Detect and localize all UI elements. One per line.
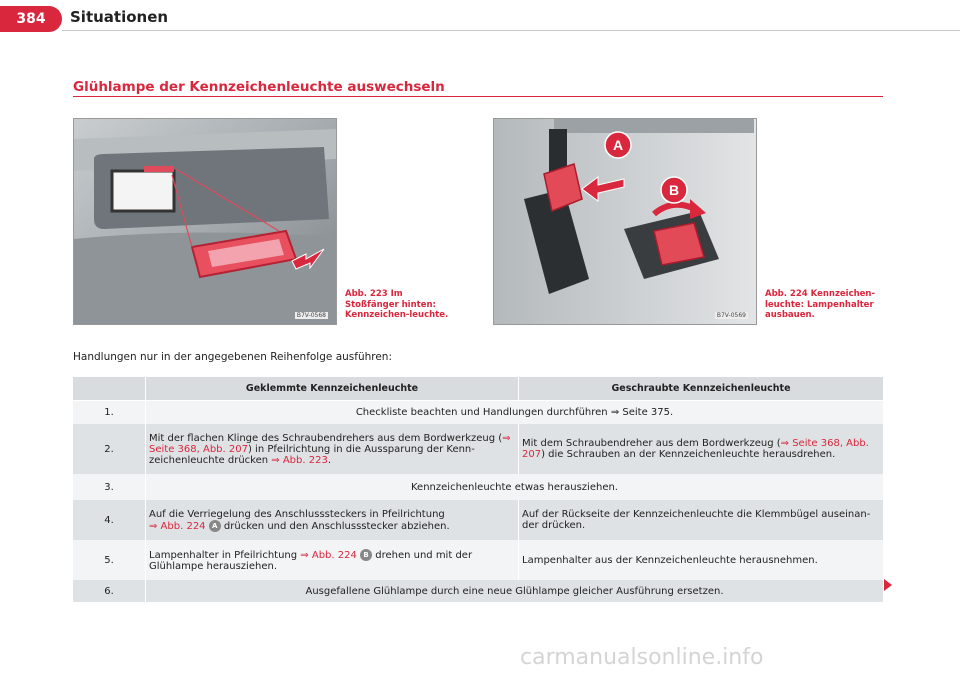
step-text-screwed	[519, 424, 883, 474]
callout-badge: B	[360, 549, 372, 561]
header-empty-cell	[73, 377, 146, 401]
page-reference-link[interactable]: ⇒ Seite 368, Abb. 207	[522, 438, 869, 460]
table-header-row	[73, 377, 883, 401]
page-header	[0, 0, 960, 34]
text-part: Lampenhalter in Pfeilrichtung	[149, 549, 301, 561]
steps-table	[73, 377, 883, 602]
page-reference-link[interactable]: ⇒ Seite 368, Abb. 207	[149, 432, 511, 455]
figure-label-b: B	[668, 182, 680, 198]
text-part: Mit der flachen Klinge des Schraubendrehers aus dem Bordwerkzeug (	[149, 432, 503, 444]
text-part: ) in Pfeilrichtung in die Aussparung der Kenn-zeichenleuchte drücken	[149, 443, 475, 466]
text-part: drücken und den Anschlussstecker abziehen.	[223, 520, 450, 532]
callout-badge: A	[209, 520, 221, 532]
step-number: 5.	[73, 540, 146, 580]
section-title: Glühlampe der Kennzeichenleuchte auswechseln	[73, 79, 445, 95]
step-text-clamped	[146, 540, 519, 580]
text-part: ) die Schrauben an der Kennzeichenleuchte herausdrehen.	[541, 449, 836, 460]
step-text: Ausgefallene Glühlampe durch eine neue Glühlampe gleicher Ausführung ersetzen.	[146, 580, 883, 602]
header-clamped: Geklemmte Kennzeichenleuchte	[146, 377, 519, 401]
license-plate-light-illustration	[74, 119, 336, 324]
page-number: 384	[0, 6, 62, 32]
step-text-clamped	[146, 424, 519, 474]
step-text: Checkliste beachten und Handlungen durchführen ⇒ Seite 375.	[146, 401, 883, 424]
text-part: .	[327, 454, 331, 466]
step-number: 3.	[73, 474, 146, 500]
step-number: 1.	[73, 401, 146, 424]
next-page-arrow-icon[interactable]	[884, 579, 892, 591]
figure-caption: Abb. 223 Im Stoßfänger hinten: Kennzeichen-leuchte.	[345, 289, 449, 320]
step-text-clamped	[146, 500, 519, 540]
figure-reference-link[interactable]: ⇒ Abb. 224	[149, 520, 206, 532]
watermark: carmanualsonline.info	[520, 645, 764, 670]
figure-code: B7V-0569	[716, 312, 746, 319]
table-row	[73, 580, 883, 602]
figure-label-a: A	[612, 137, 624, 153]
table-row	[73, 474, 883, 500]
step-text-screwed: Auf der Rückseite der Kennzeichenleuchte die Klemmbügel auseinan-der drücken.	[519, 500, 883, 540]
table-row	[73, 424, 883, 474]
section-divider	[73, 96, 883, 97]
text-part: drehen und mit der Glühlampe herausziehen.	[149, 549, 473, 572]
figure-license-plate-light	[73, 118, 337, 325]
text-part: Auf die Verriegelung des Anschlusssteckers in Pfeilrichtung	[149, 508, 445, 520]
text-part: Mit dem Schraubendreher aus dem Bordwerkzeug (	[522, 438, 781, 449]
table-row	[73, 540, 883, 580]
figure-code: B7V-0568	[296, 312, 326, 319]
step-number: 2.	[73, 424, 146, 474]
figure-reference-link[interactable]: ⇒ Abb. 224	[300, 549, 357, 561]
figure-reference-link[interactable]: ⇒ Abb. 223	[271, 454, 328, 466]
step-number: 6.	[73, 580, 146, 602]
step-text: Kennzeichenleuchte etwas herausziehen.	[146, 474, 883, 500]
header-screwed: Geschraubte Kennzeichenleuchte	[519, 377, 883, 401]
lamp-holder-illustration	[494, 119, 756, 324]
step-text-screwed: Lampenhalter aus der Kennzeichenleuchte herausnehmen.	[519, 540, 883, 580]
header-divider	[62, 30, 960, 31]
intro-text: Handlungen nur in der angegebenen Reihenfolge ausführen:	[73, 351, 392, 363]
figure-caption: Abb. 224 Kennzeichen-leuchte: Lampenhalter ausbauen.	[765, 289, 876, 320]
figure-lamp-holder	[493, 118, 757, 325]
table-row	[73, 401, 883, 424]
step-number: 4.	[73, 500, 146, 540]
table-row	[73, 500, 883, 540]
page-title: Situationen	[70, 8, 169, 26]
